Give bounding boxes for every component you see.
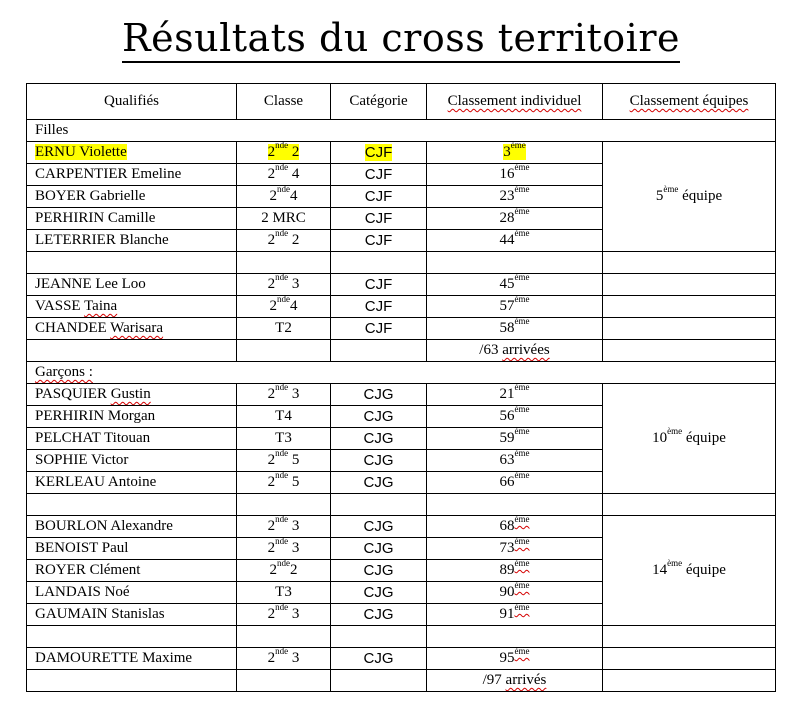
name-part: VASSE [35,298,85,314]
section-label-filles: Filles [27,120,776,142]
athlete-categorie: CJF [331,208,427,230]
empty-team-cell [603,648,776,670]
rank-num: 56 [499,408,515,424]
rank-num: 63 [499,452,515,468]
athlete-rank [427,208,603,230]
rank-num: 91 [499,606,515,622]
header-equipes-text: Classement équipes [629,93,749,109]
athlete-categorie: CJG [331,604,427,626]
athlete-categorie: CJG [331,538,427,560]
rank-sup: ème [510,141,526,150]
table-row [27,516,776,538]
classe-base: 2 [269,298,277,314]
athlete-name: PERHIRIN Morgan [27,406,237,428]
spacer-row [27,252,776,274]
header-individuel [427,84,603,120]
table-header-row [27,84,776,120]
classe-base: 2 [267,650,276,666]
rank-sup: ème [514,603,530,612]
athlete-categorie: CJF [331,230,427,252]
athlete-rank [427,472,603,494]
athlete-classe [237,318,331,340]
classe-base: 2 MRC [261,210,306,226]
team-rank-sup: ème [663,184,679,194]
rank-num: 3 [503,144,511,160]
athlete-categorie: CJG [331,428,427,450]
athlete-name [27,318,237,340]
table-row [27,142,776,164]
classe-base: 2 [269,562,277,578]
classe-sup: nde [275,449,289,458]
rank-num: 44 [499,232,515,248]
athlete-classe [237,142,331,164]
athlete-classe [237,186,331,208]
team-rank-num: 14 [652,562,668,578]
classe-sup: nde [277,295,290,304]
spacer-row [27,494,776,516]
rank-num: 59 [499,430,515,446]
team-rank-sup: ème [667,558,683,568]
athlete-rank [427,406,603,428]
empty-team-cell [603,318,776,340]
total-row-garcons [27,670,776,692]
athlete-name: LANDAIS Noé [27,582,237,604]
section-label-garcons [27,362,776,384]
team-rank-garcons-1 [603,384,776,494]
header-equipes [603,84,776,120]
name-part-flagged: Taina [84,298,118,314]
team-rank-label: équipe [678,188,723,204]
athlete-rank [427,450,603,472]
rank-num: 16 [499,166,515,182]
classe-sup: nde [275,537,289,546]
classe-base: 2 [267,276,276,292]
total-count: /63 [479,342,503,358]
rank-sup: ème [514,229,530,238]
section-row-filles [27,120,776,142]
athlete-name: PELCHAT Titouan [27,428,237,450]
classe-sup: nde [275,273,289,282]
classe-base: T4 [275,408,292,424]
athlete-categorie: CJG [331,406,427,428]
athlete-classe [237,274,331,296]
athlete-categorie: CJG [331,560,427,582]
classe-sup: nde [275,229,289,238]
athlete-name [27,384,237,406]
total-row-filles [27,340,776,362]
athlete-classe [237,582,331,604]
athlete-rank [427,560,603,582]
athlete-name: ROYER Clément [27,560,237,582]
spacer-row [27,626,776,648]
classe-rest: 3 [288,540,300,556]
section-row-garcons [27,362,776,384]
athlete-categorie: CJG [331,516,427,538]
classe-base: T2 [275,320,292,336]
rank-num: 73 [499,540,515,556]
rank-sup: ème [514,317,530,326]
athlete-name [27,142,237,164]
team-rank-label: équipe [682,562,726,578]
page-title [0,14,802,62]
header-categorie: Catégorie [331,84,427,120]
athlete-classe [237,538,331,560]
rank-sup: ème [514,427,530,436]
athlete-rank [427,538,603,560]
athlete-rank [427,428,603,450]
athlete-classe [237,648,331,670]
header-individuel-text: Classement individuel [447,93,582,109]
classe-sup: nde [275,647,289,656]
classe-rest: 5 [288,452,300,468]
athlete-name: BOYER Gabrielle [27,186,237,208]
name-part-flagged: Warisara [110,320,164,336]
athlete-categorie: CJG [331,384,427,406]
athlete-rank [427,142,603,164]
athlete-rank [427,516,603,538]
athlete-classe [237,450,331,472]
athlete-categorie: CJF [331,318,427,340]
athlete-classe [237,296,331,318]
athlete-rank [427,648,603,670]
rank-sup: ème [514,581,530,590]
athlete-classe [237,208,331,230]
results-table [26,83,776,692]
classe-rest: 5 [288,474,300,490]
classe-highlight [267,141,300,160]
section-label-garcons-text: Garçons : [35,364,93,380]
athlete-rank [427,230,603,252]
classe-sup: nde [277,185,290,194]
classe-rest: 3 [288,650,300,666]
table-row [27,648,776,670]
rank-num: 21 [499,386,515,402]
rank-num: 58 [499,320,515,336]
rank-num: 45 [499,276,515,292]
classe-rest: 2 [290,562,298,578]
classe-base: T3 [275,430,292,446]
rank-num: 57 [499,298,515,314]
athlete-rank [427,274,603,296]
classe-rest: 3 [288,518,300,534]
athlete-categorie: CJG [331,582,427,604]
athlete-categorie: CJG [331,472,427,494]
athlete-name: DAMOURETTE Maxime [27,648,237,670]
athlete-name: GAUMAIN Stanislas [27,604,237,626]
team-rank-sup: ème [667,426,683,436]
total-count: /97 [482,672,506,688]
rank-sup: ème [514,405,530,414]
rank-highlight [503,141,526,160]
empty-team-cell [603,274,776,296]
athlete-classe [237,560,331,582]
rank-num: 23 [499,188,515,204]
classe-rest: 2 [288,144,300,160]
header-classe: Classe [237,84,331,120]
athlete-name: BOURLON Alexandre [27,516,237,538]
classe-base: 2 [267,474,276,490]
athlete-classe [237,164,331,186]
classe-base: 2 [267,540,276,556]
classe-rest: 3 [288,386,300,402]
classe-rest: 3 [288,606,300,622]
rank-sup: ème [514,383,530,392]
filles-total [427,340,603,362]
team-rank-garcons-2 [603,516,776,626]
athlete-name [27,296,237,318]
rank-sup: ème [514,515,530,524]
rank-num: 28 [499,210,515,226]
athlete-classe [237,516,331,538]
name-part: PASQUIER [35,386,111,402]
rank-sup: ème [514,295,530,304]
classe-base: 2 [267,452,276,468]
rank-sup: ème [514,537,530,546]
athlete-name: KERLEAU Antoine [27,472,237,494]
athlete-categorie: CJF [331,164,427,186]
athlete-name: PERHIRIN Camille [27,208,237,230]
total-label: arrivés [505,672,547,688]
header-qualifies: Qualifiés [27,84,237,120]
athlete-rank [427,582,603,604]
rank-num: 66 [499,474,515,490]
rank-num: 68 [499,518,515,534]
athlete-name: JEANNE Lee Loo [27,274,237,296]
athlete-classe [237,384,331,406]
athlete-categorie: CJF [331,296,427,318]
classe-base: 2 [267,144,276,160]
classe-base: 2 [267,386,276,402]
table-row [27,384,776,406]
classe-sup: nde [275,141,289,150]
team-rank-label: équipe [682,430,726,446]
classe-rest: 3 [288,276,300,292]
athlete-name: LETERRIER Blanche [27,230,237,252]
name-part-flagged: Gustin [110,386,151,402]
classe-rest: 2 [288,232,300,248]
athlete-categorie: CJG [331,648,427,670]
rank-num: 90 [499,584,515,600]
classe-sup: nde [275,515,289,524]
classe-rest: 4 [290,188,298,204]
rank-sup: ème [514,471,530,480]
team-rank-filles-1 [603,142,776,252]
name-part: CHANDEE [35,320,111,336]
classe-base: 2 [267,518,276,534]
rank-sup: ème [514,449,530,458]
table-row [27,274,776,296]
classe-rest: 4 [290,298,298,314]
classe-base: T3 [275,584,292,600]
athlete-name: CARPENTIER Emeline [27,164,237,186]
classe-base: 2 [267,232,276,248]
classe-sup: nde [275,163,289,172]
team-rank-num: 10 [652,430,668,446]
rank-sup: ème [514,185,530,194]
classe-rest: 4 [288,166,300,182]
team-rank-num: 5 [655,188,664,204]
athlete-classe [237,406,331,428]
classe-base: 2 [267,166,276,182]
classe-sup: nde [275,471,289,480]
rank-sup: ème [514,647,530,656]
rank-sup: ème [514,163,530,172]
classe-sup: nde [275,383,289,392]
athlete-name: BENOIST Paul [27,538,237,560]
athlete-classe [237,428,331,450]
rank-sup: ème [514,207,530,216]
athlete-classe [237,230,331,252]
athlete-classe [237,472,331,494]
categorie-highlight: CJF [364,144,393,161]
table-row [27,296,776,318]
total-label: arrivées [502,342,550,358]
athlete-name: SOPHIE Victor [27,450,237,472]
athlete-rank [427,186,603,208]
athlete-rank [427,318,603,340]
rank-sup: ème [514,559,530,568]
athlete-categorie: CJF [331,186,427,208]
table-row [27,318,776,340]
garcons-total [427,670,603,692]
athlete-rank [427,296,603,318]
athlete-classe [237,604,331,626]
classe-base: 2 [267,606,276,622]
classe-sup: nde [277,559,290,568]
rank-num: 89 [499,562,515,578]
classe-base: 2 [269,188,277,204]
rank-sup: ème [514,273,530,282]
athlete-categorie: CJF [331,274,427,296]
athlete-categorie: CJG [331,450,427,472]
athlete-rank [427,384,603,406]
athlete-rank [427,604,603,626]
athlete-rank [427,164,603,186]
athlete-name-highlight: ERNU Violette [35,144,127,160]
classe-sup: nde [275,603,289,612]
empty-team-cell [603,296,776,318]
page-title-text: Résultats du cross territoire [122,16,680,63]
athlete-categorie [331,142,427,164]
rank-num: 95 [499,650,515,666]
